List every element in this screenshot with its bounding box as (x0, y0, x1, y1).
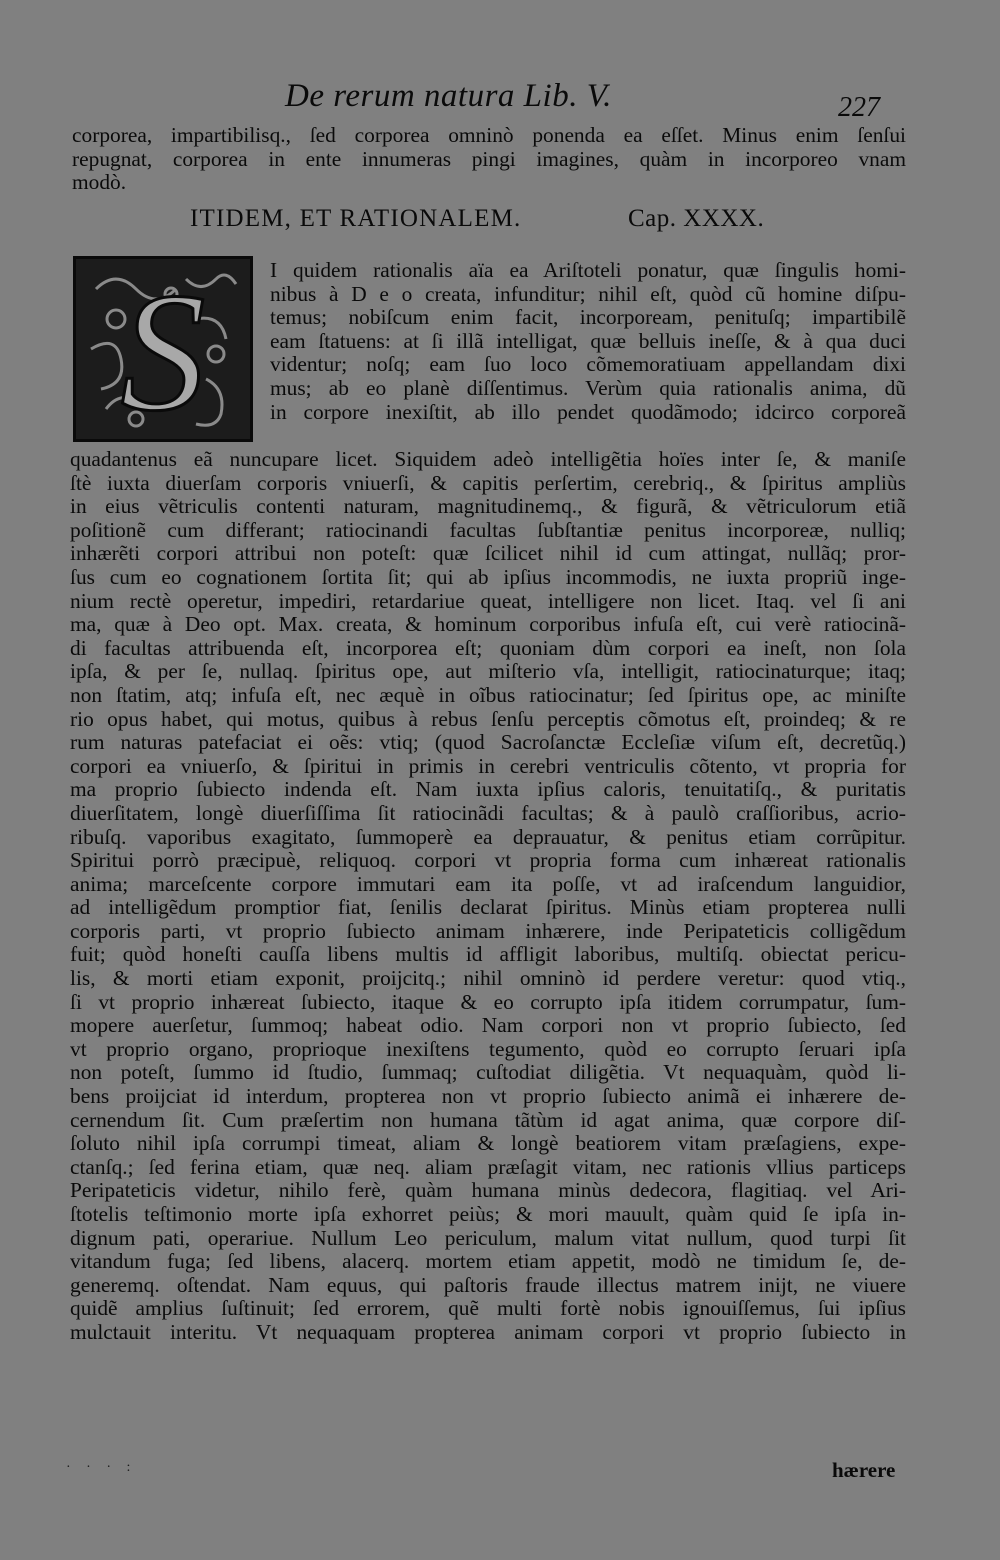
text-line: I quidem rationalis aïa ea Ariſtoteli ponatur, quæ ſingulis homi- (270, 258, 906, 282)
text-line: fuit; quòd honeſti cauſſa libens multis id affligit laboribus, multiſq. obiectat pericu- (70, 942, 906, 967)
chapter-title: ITIDEM, ET RATIONALEM. (190, 205, 522, 232)
text-line: quadantenus eã nuncupare licet. Siquidem adeò intelligẽtia hoïes inter ſe, & maniſe (70, 447, 906, 471)
text-line: Peripateticis videtur, nihilo ferè, quàm humana minùs dedecora, flagitiaq. vel Ari- (70, 1178, 906, 1203)
text-line: non poteſt, ſummo id ſtudio, ſummaq; cuſtodiat diligẽtia. Vt nequaquàm, quòd li- (70, 1060, 906, 1085)
text-line: nibus à D e o creata, infunditur; nihil eſt, quòd cũ homine diſpu- (270, 281, 906, 306)
text-line: mopere auerſetur, ſummoq; habeat odio. Nam corpori non vt proprio ſubiecto, ſed (70, 1013, 906, 1038)
text-line: mus; ab eo planè diſſentimus. Verùm quia rationalis anima, dũ (270, 375, 906, 400)
page-number: 227 (838, 92, 880, 123)
text-line: quidẽ amplius ſuſtinuit; ſed errorem, quẽ multi fortè nobis ignouiſſemus, ſui ipſius (70, 1296, 906, 1321)
text-line: ſtè iuxta diuerſam corporis vniuerſi, & capitis perſertim, cerebriq., & ſpiritus ampliùs (70, 470, 906, 495)
text-line: ſtotelis teſtimonio morte ipſa exhorret peiùs; & mori mauult, quàm quid ſe ipſa in- (70, 1202, 906, 1226)
page-header (0, 78, 1000, 124)
paragraph-beside-initial (270, 259, 906, 424)
text-line: temus; nobiſcum enim facit, incorpoream, penituſq; impartibilẽ (270, 305, 906, 330)
text-line: dignum pati, operariue. Nullum Leo periculum, malum vitat nullum, quod turpi ſit (70, 1225, 906, 1250)
text-line: corpori ea vniuerſo, & ſpiritui in primis in cerebri ventriculis cõtento, vt propria for (70, 753, 906, 778)
text-line: videntur; noſq; eam ſuo loco cõmemoratiuam appellandam dixi (270, 352, 906, 377)
intro-paragraph (72, 124, 906, 195)
text-line: lis, & morti etiam exponit, proijcitq.; nihil omninò id perdere veretur: quod vtiq., (70, 966, 906, 991)
catchword: hærere (832, 1458, 896, 1482)
text-line: Spiritui porrò præcipuè, reliquoq. corpori vt propria forma cum inhæreat rationalis (70, 848, 906, 873)
text-line: diuerſitatem, longè diuerſiſſima ſit ratiocinãdi facultas; & à paulò craſſioribus, acrio- (70, 800, 906, 825)
text-line: di facultas attribuenda eſt, incorporea eſt; quoniam dùm corpori ea ineſt, non ſola (70, 635, 906, 660)
text-line: modò. (72, 170, 127, 195)
text-line: cernendum ſit. Cum præſertim non humana tãtùm id agat anima, quæ corpore diſ- (70, 1107, 906, 1132)
text-line: rum naturas patefaciat ei oẽs: vtiq; (quod Sacroſanctæ Eccleſiæ viſum eſt, decretũq.) (70, 730, 906, 755)
decorated-initial-letter (73, 256, 253, 442)
text-line: nium rectè operetur, impediri, retardariue queat, intelligere non licet. Itaq. vel ſi ani (70, 588, 906, 613)
text-line: ad intelligẽdum promptior fiat, ſenilis declarat ſpiritus. Minùs etiam propterea nulli (70, 895, 906, 920)
signature-marks: · · · : (66, 1460, 137, 1475)
text-line: corporis parti, vt proprio ſubiecto animam inhærere, inde Peripateticis colligẽdum (70, 918, 906, 943)
text-line: ma proprio ſubiecto indenda eſt. Nam iuxta ipſius caloris, tenuitatiſq., & puritatis (70, 777, 906, 802)
text-line: ribuſq. vaporibus exagitato, ſummoperè ea deprauatur, & penitus etiam corrũpitur. (70, 824, 906, 849)
text-line: poſitionẽ cum differant; ratiocinandi facultas ſubſtantiæ penitus incorporeæ, nulliq; (70, 517, 906, 542)
text-line: ſi vt proprio inhæreat ſubiecto, itaque & eo corrupto ipſa itidem corrumpatur, ſum- (70, 989, 906, 1014)
text-line: repugnat, corporea in ente innumeras pingi imagines, quàm in incorporeo vnam (72, 146, 906, 171)
text-line: in eius vẽtriculis contenti naturam, magnitudinemq., & figurã, & vẽtriculorum etiã (70, 494, 906, 519)
text-line: generemq. oſtendat. Nam equus, qui paſtoris fraude illectus matrem inijt, ne viuere (70, 1272, 906, 1297)
text-line: anima; marceſcente corpore immutari eam ita poſſe, vt ad iraſcendum languidior, (70, 871, 906, 896)
text-line: in corpore inexiſtit, ab illo pendet quodãmodo; idcirco corporeã (270, 399, 906, 424)
running-title: De rerum natura Lib. V. (285, 78, 612, 114)
text-line: vitandum fuga; ſed libens, alacerq. mortem etiam appetit, modò ne timidum ſe, de- (70, 1249, 906, 1274)
text-line: inhærẽti corpori attribui non poteſt: quæ ſcilicet nihil id cum attingat, nullãq; pror- (70, 541, 906, 566)
text-line: ctanſq.; ſed ferina etiam, quæ neq. aliam præſagit vitam, nec rationis vllius particeps (70, 1154, 906, 1179)
chapter-heading (190, 205, 810, 235)
text-line: eam ſtatuens: at ſi illã intelligat, quæ belluis ineſſe, & à qua duci (270, 328, 906, 353)
text-line: ſoluto nihil ipſa corrumpi timeat, aliam & longè beatiorem vitam præſagiens, expe- (70, 1131, 906, 1156)
text-line: mulctauit interitu. Vt nequaquam propterea animam corpori vt proprio ſubiecto in (70, 1319, 906, 1344)
text-line: ipſa, & per ſe, nullaq. ſpiritus ope, aut miſterio vſa, intelligit, ratiocinaturque; itaq; (70, 659, 906, 684)
text-line: ma, quæ à Deo opt. Max. creata, & hominum corporibus infuſa eſt, cui verè ratiocinã- (70, 612, 906, 637)
main-paragraph (70, 448, 906, 1345)
text-line: ſus cum eo cognationem ſortita ſit; qui ab ipſius incommodis, ne iuxta propriũ inge- (70, 564, 906, 589)
text-line: bens proijciat id interdum, propterea non vt proprio ſubiecto animã ei inhærere de- (70, 1084, 906, 1109)
text-line: vt proprio organo, proprioque inexiſtens tegumento, quòd eo corrupto ſeruari ipſa (70, 1036, 906, 1061)
text-line: non ſtatim, atq; infuſa eſt, nec æquè in oĩbus ratiocinatur; ſed ſpiritus ope, ac miniſte (70, 682, 906, 707)
text-line: corporea, impartibilisq., ſed corporea omninò ponenda ea eſſet. Minus enim ſenſui (72, 123, 906, 147)
chapter-number: Cap. XXXX. (628, 205, 765, 232)
initial-letter-glyph: S (120, 259, 206, 439)
text-line: rio opus habet, qui motus, quibus à rebus ſenſu perceptis cõmotus eſt, proindeq; & re (70, 706, 906, 731)
